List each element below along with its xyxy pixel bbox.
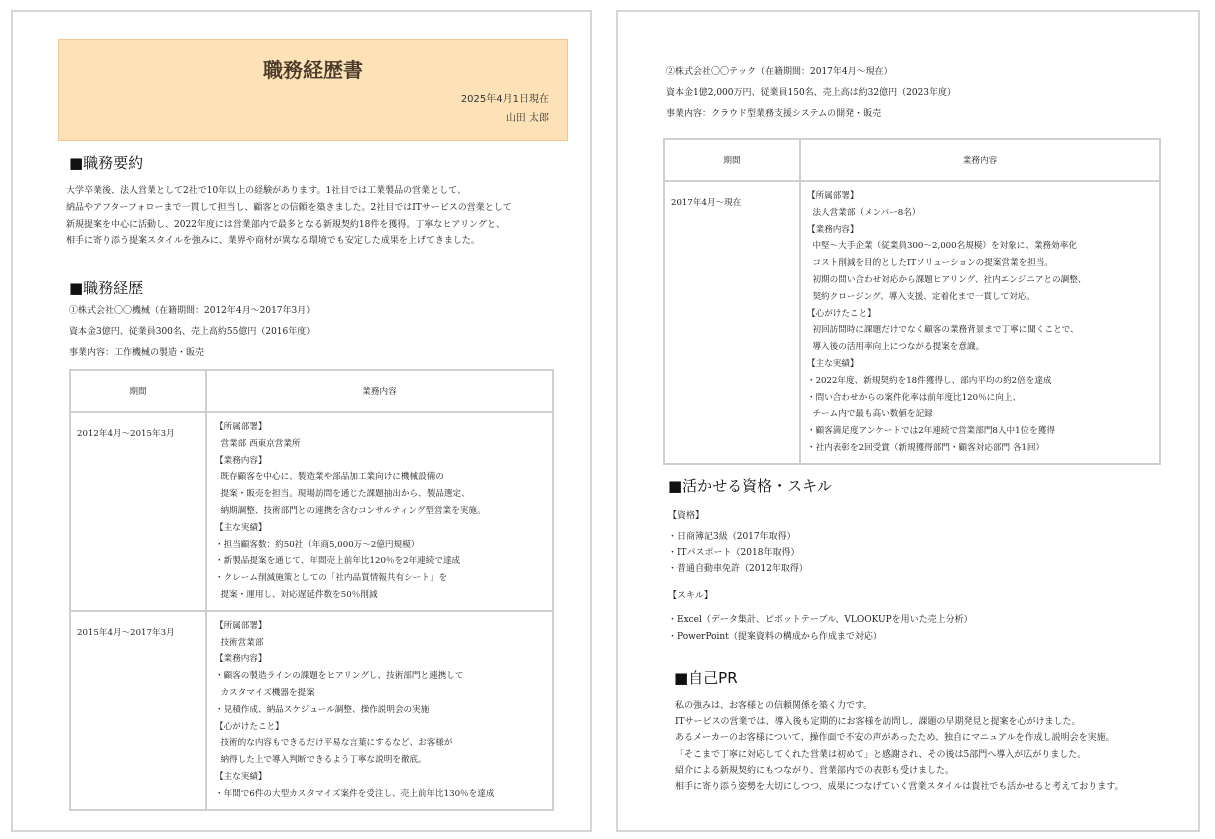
history-heading: ■職務経歴 [69, 279, 144, 297]
title-banner [58, 39, 568, 141]
table-row [70, 611, 553, 810]
period-cell: 2015年4月〜2017年3月 [70, 611, 206, 810]
period-cell: 2017年4月〜現在 [664, 181, 800, 464]
qualification-item: ・普通自動車免許（2012年取得） [668, 564, 808, 574]
company-2-capital: 資本金1億2,000万円、従業員150名、売上高は約32億円（2023年度） [666, 88, 957, 98]
company-1-history-table [69, 369, 554, 811]
skills-label: 【スキル】 [668, 591, 713, 601]
document-title: 職務経歴書 [263, 58, 363, 82]
summary-text: 大学卒業後、法人営業として2社で10年以上の経験があります。1社目では工業製品の営業として、 納品やアフターフォローまで一貫して担当し、顧客との信頼を築きました。2社目ではITサービスの営業として 新規提案を中心に活動し、2022年度には営業部内で最多となる新規契約18件を獲得。丁寧なヒアリングと、 相手に寄り添う提案スタイルを強みに、業界や商材が異なる環境でも安定した成果を上げてきました。 [66, 186, 512, 247]
period-cell: 2012年4月〜2015年3月 [70, 412, 206, 611]
self-pr-text: 私の強みは、お客様との信頼関係を築く力です。 ITサービスの営業では、導入後も定期的にお客様を訪問し、課題の早期発見と提案を心がけました。 あるメーカーのお客様について、操作面で不安の声があったため、独自にマニュアルを作成し説明会を実施。 「そこまで丁寧に対応してくれた営業は初めて」と感謝され、その後は5部門へ導入が広がりました。 紹介による新規契約にもつながり、営業部内での表彰も受けました。 相手に寄り添う姿勢を大切にしつつ、成果につなげていく営業スタイルは貴社でも活かせると考えております。 [675, 701, 1124, 793]
skills-heading: ■活かせる資格・スキル [668, 477, 833, 495]
company-1-business: 事業内容：工作機械の製造・販売 [69, 348, 205, 358]
period-column-header: 期間 [70, 370, 206, 412]
company-2-name: ②株式会社〇〇テック（在籍期間：2017年4月〜現在） [666, 67, 893, 77]
self-pr-heading: ■自己PR [674, 669, 738, 687]
summary-heading: ■職務要約 [69, 154, 144, 172]
table-row [664, 181, 1160, 464]
table-header-row [664, 139, 1160, 181]
table-header-row [70, 370, 553, 412]
content-column-header: 業務内容 [206, 370, 553, 412]
content-cell: 【所属部署】 技術営業部 【業務内容】 ・顧客の製造ラインの課題をヒアリングし、技術部門と連携して カスタマイズ機器を提案 ・見積作成、納品スケジュール調整、操作説明会の実施 【心がけたこと】 技術的な内容もできるだけ平易な言葉にするなど、お客様が 納得した上で導入判断できるよう丁寧な説明を徹底。 【主な実績】 ・年間で6件の大型カスタマイズ案件を受注し、売上前年比130％を達成 [206, 611, 553, 810]
qualification-item: ・日商簿記3級（2017年取得） [668, 532, 796, 542]
qualification-item: ・ITパスポート（2018年取得） [668, 548, 800, 558]
skill-item: ・PowerPoint（提案資料の構成から作成まで対応） [668, 632, 882, 642]
company-2-business: 事業内容：クラウド型業務支援システムの開発・販売 [666, 109, 882, 119]
company-1-capital: 資本金3億円、従業員300名、売上高約55億円（2016年度） [69, 327, 316, 337]
content-column-header: 業務内容 [800, 139, 1160, 181]
company-2-history-table [663, 138, 1161, 465]
document-page-1 [11, 10, 592, 832]
period-column-header: 期間 [664, 139, 800, 181]
document-page-2 [616, 10, 1200, 832]
company-1-name: ①株式会社〇〇機械（在籍期間：2012年4月〜2017年3月） [69, 306, 316, 316]
document-date: 2025年4月1日現在 [460, 94, 549, 105]
skill-item: ・Excel（データ集計、ピボットテーブル、VLOOKUPを用いた売上分析） [668, 615, 973, 625]
content-cell: 【所属部署】 営業部 西東京営業所 【業務内容】 既存顧客を中心に、製造業や部品加工業向けに機械設備の 提案・販売を担当。現場訪問を通じた課題抽出から、製品選定、 納期調整、技術部門との連携を含むコンサルティング型営業を実施。 【主な実績】 ・担当顧客数：約50社（年商5,000万〜2億円規模） ・新製品提案を通じて、年間売上前年比120％を2年連続で達成 ・クレーム削減施策としての「社内品質情報共有シート」を 提案・運用し、対応遅延件数を50％削減 [206, 412, 553, 611]
author-name: 山田 太郎 [505, 113, 549, 124]
qualifications-label: 【資格】 [668, 511, 705, 521]
table-row [70, 412, 553, 611]
content-cell: 【所属部署】 法人営業部（メンバー8名） 【業務内容】 中堅〜大手企業（従業員300〜2,000名規模）を対象に、業務効率化 コスト削減を目的としたITソリューションの提案営業を担当。 初期の問い合わせ対応から課題ヒアリング、社内エンジニアとの調整、 契約クロージング、導入支援、定着化まで一貫して対応。 【心がけたこと】 初回訪問時に課題だけでなく顧客の業務背景まで丁寧に聞くことで、 導入後の活用率向上につながる提案を意識。 【主な実績】 ・2022年度、新規契約を18件獲得し、部内平均の約2倍を達成 ・問い合わせからの案件化率は前年度比120％に向上、 チーム内で最も高い数値を記録 ・顧客満足度アンケートでは2年連続で営業部門8人中1位を獲得 ・社内表彰を2回受賞（新規獲得部門・顧客対応部門 各1回） [800, 181, 1160, 464]
